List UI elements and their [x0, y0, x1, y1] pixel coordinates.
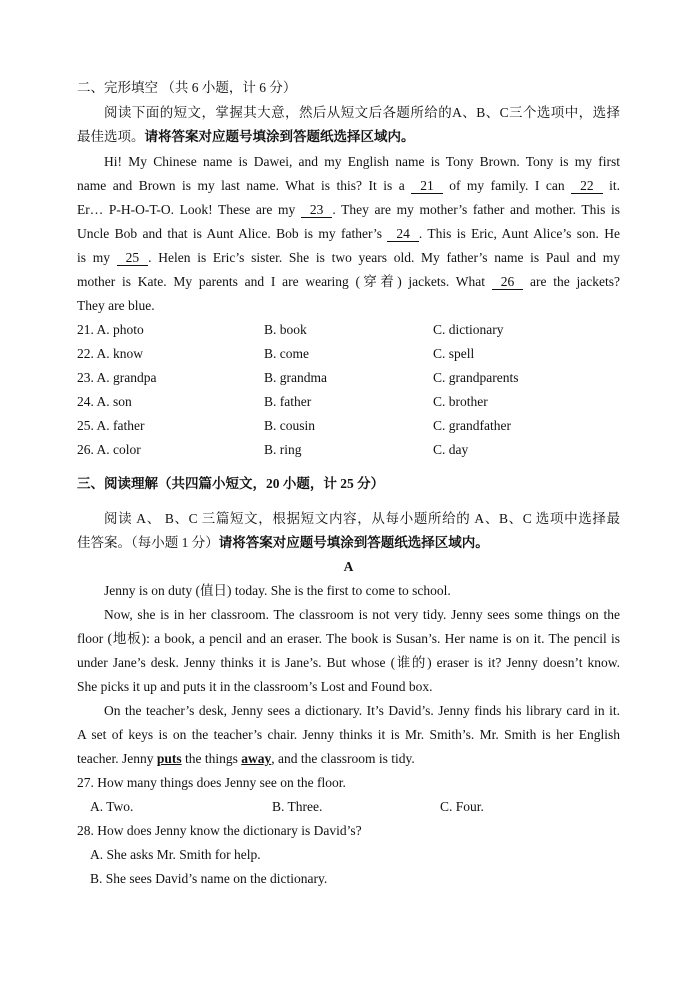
passage-line: Now, she is in her classroom. The classroom is not very tidy. Jenny sees some things on the [104, 607, 620, 622]
instruction-line [77, 531, 620, 555]
question-options-row [77, 342, 620, 366]
text-run: Uncle Bob and that is Aunt Alice. Bob is my father’s [77, 226, 388, 241]
question-options-row [77, 438, 620, 462]
option-a [77, 438, 141, 462]
question-options-row [77, 366, 620, 390]
question-number: 24. [77, 394, 94, 409]
option-c: C. grandfather [433, 418, 511, 433]
text-run: Er… P-H-O-T-O. Look! These are my [77, 202, 301, 217]
option-a-label: A. photo [96, 322, 144, 337]
answer-blank: 24 [387, 226, 419, 242]
answer-blank: 23 [301, 202, 333, 218]
answer-blank: 25 [117, 250, 149, 266]
option-a [77, 390, 132, 414]
passage-line: She picks it up and puts it in the classroom’s Lost and Found box. [77, 679, 433, 694]
text-run: mother is Kate. My parents and I are wearing (穿着) jackets. What [77, 274, 492, 289]
question-number: 21. [77, 322, 94, 337]
text-run: are the jackets? [523, 274, 620, 289]
option-c: C. grandparents [433, 370, 519, 385]
instruction-line: 阅读下面的短文，掌握其大意，然后从短文后各题所给的A、B、C三个选项中，选择 [104, 105, 620, 120]
passage-line [77, 246, 620, 270]
text-run: of my family. I can [442, 178, 572, 193]
instruction-line: 阅读 A、 B、C 三篇短文，根据短文内容，从每小题所给的 A、B、C 选项中选择最 [104, 511, 620, 526]
question-number: 23. [77, 370, 94, 385]
option-b: B. cousin [264, 418, 316, 433]
passage-line: under Jane’s desk. Jenny thinks it is Jane’s. But whose (谁的) eraser is it? Jenny doesn’t know. [77, 655, 620, 670]
option-b: B. Three. [272, 799, 323, 814]
option-b: B. She sees David’s name on the dictionary. [90, 871, 328, 886]
text-run: 最佳选项。 [77, 129, 145, 144]
key-word: away [241, 751, 272, 766]
option-a: A. She asks Mr. Smith for help. [90, 847, 261, 862]
section-heading: 二、完形填空 （共 6 小题，计 6 分） [77, 80, 297, 95]
passage-line: Jenny is on duty (值日) today. She is the first to come to school. [104, 583, 451, 598]
text-run: the things [181, 751, 242, 766]
text-run: 佳答案。（每小题 1 分） [77, 535, 219, 550]
answer-blank: 26 [492, 274, 524, 290]
option-a-label: A. grandpa [96, 370, 157, 385]
answer-blank: 21 [411, 178, 443, 194]
option-c: C. spell [433, 346, 475, 361]
option-b: B. book [264, 322, 307, 337]
option-a [77, 366, 157, 390]
passage-a [77, 555, 620, 771]
option-b: B. grandma [264, 370, 327, 385]
passage-line [77, 747, 620, 771]
option-a [77, 342, 143, 366]
passage-line: floor (地板): a book, a pencil and an eraser. The book is Susan’s. Her name is on it. The pencil is [77, 631, 620, 646]
question-option-row [77, 843, 620, 867]
passage-line [77, 174, 620, 198]
bold-text: 请将答案对应题号填涂到答题纸选择区域内。 [144, 129, 415, 144]
option-b: B. come [264, 346, 309, 361]
text-run: name and Brown is my last name. What is this? It is a [77, 178, 412, 193]
passage-line: Hi! My Chinese name is Dawei, and my English name is Tony Brown. Tony is my first [104, 154, 620, 169]
option-a [77, 318, 144, 342]
reading-instructions [77, 507, 620, 555]
option-a-label: A. father [96, 418, 145, 433]
question-number: 25. [77, 418, 94, 433]
question-text: 28. How does Jenny know the dictionary is David’s? [77, 823, 362, 838]
text-run: , and the classroom is tidy. [271, 751, 415, 766]
passage-line [77, 198, 620, 222]
passage-line [77, 270, 620, 294]
bold-text: 请将答案对应题号填涂到答题纸选择区域内。 [218, 535, 489, 550]
cloze-options-list [77, 318, 620, 462]
question-options-row [77, 390, 620, 414]
text-run: is my [77, 250, 117, 265]
passage-line: A set of keys is on the teacher’s chair. Jenny thinks it is Mr. Smith’s. Mr. Smith is her English [77, 727, 620, 742]
question-number: 26. [77, 442, 94, 457]
answer-blank: 22 [571, 178, 603, 194]
question-28 [77, 819, 620, 891]
question-number: 22. [77, 346, 94, 361]
option-b: B. father [264, 394, 312, 409]
option-c: C. day [433, 442, 469, 457]
text-run: it. [602, 178, 620, 193]
passage-title: A [343, 559, 354, 574]
question-option-row [77, 867, 620, 891]
option-c: C. Four. [440, 799, 484, 814]
option-b: B. ring [264, 442, 302, 457]
option-a-label: A. son [96, 394, 132, 409]
option-a-label: A. color [96, 442, 141, 457]
cloze-instructions [77, 101, 620, 149]
instruction-line [77, 125, 620, 149]
text-run: . They are my mother’s father and mother. This is [332, 202, 620, 217]
option-c: C. dictionary [433, 322, 504, 337]
text-run: . This is Eric, Aunt Alice’s son. He [418, 226, 620, 241]
text-run: . Helen is Eric’s sister. She is two years old. My father’s name is Paul and my [148, 250, 620, 265]
section-heading: 三、阅读理解（共四篇小短文，20 小题，计 25 分） [77, 476, 385, 491]
passage-line: On the teacher’s desk, Jenny sees a dictionary. It’s David’s. Jenny finds his library card in it. [104, 703, 620, 718]
question-27 [77, 771, 620, 819]
text-run: teacher. Jenny [77, 751, 157, 766]
option-c: C. brother [433, 394, 488, 409]
option-a: A. Two. [90, 799, 134, 814]
key-word: puts [156, 751, 182, 766]
passage-line: They are blue. [77, 298, 155, 313]
option-a [77, 414, 145, 438]
passage-line [77, 222, 620, 246]
cloze-heading-block [77, 76, 620, 100]
option-a-label: A. know [96, 346, 144, 361]
cloze-passage [77, 150, 620, 318]
question-options-row [77, 414, 620, 438]
reading-heading-block [77, 472, 620, 496]
question-options-row [77, 795, 620, 819]
question-text: 27. How many things does Jenny see on the floor. [77, 775, 346, 790]
question-options-row [77, 318, 620, 342]
